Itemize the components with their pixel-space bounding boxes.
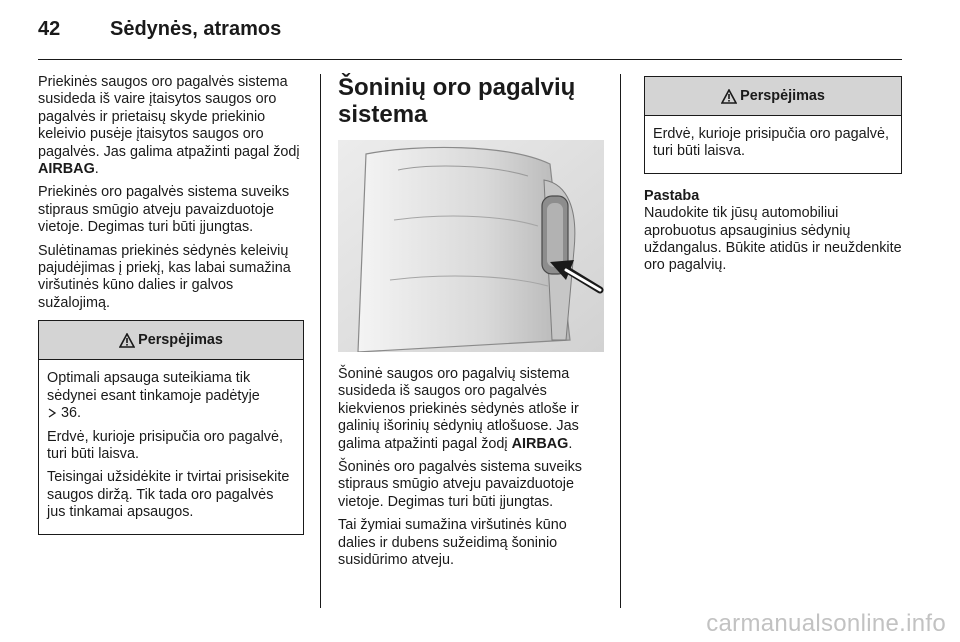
column-3: [644, 74, 902, 281]
warning-triangle-icon: [721, 89, 737, 104]
paragraph: Optimali apsauga suteikiama tik sėdynei esant tinkamoje padėtyje 36.: [47, 370, 260, 422]
paragraph: Erdvė, kurioje prisipučia oro pagalvė, turi būti laisva.: [653, 126, 889, 160]
page-number: 42: [38, 18, 61, 40]
note-title: Pastaba: [644, 187, 700, 204]
warning-body: [645, 116, 901, 173]
header-rule: [38, 59, 902, 60]
warning-title: Perspėjimas: [740, 88, 825, 104]
paragraph: Teisingai užsidėkite ir tvirtai prisisekite saugos diržą. Tik tada oro pagalvės jus tinkamai apsaugos.: [47, 469, 290, 521]
warning-body: [39, 360, 303, 533]
paragraph: Šoninė saugos oro pagalvių sistema susideda iš saugos oro pagalvės kiekvienos priekinės sėdynės atloše ir galinių išorinių sėdynių atlošuose. Jas galima atpažinti pagal žodį AIRBAG.: [338, 366, 579, 452]
paragraph: Šoninės oro pagalvės sistema suveiks stipraus smūgio atveju pavaizduotoje vietoje. Degimas turi būti įjungtas.: [338, 459, 582, 510]
seat-side-airbag-illustration: [338, 140, 604, 352]
column-divider: [620, 74, 621, 608]
page-reference-arrow-icon: [47, 408, 57, 418]
warning-triangle-icon: [119, 333, 135, 348]
warning-header: [39, 321, 303, 360]
section-heading: Šoninių oro pagalvių sistema: [338, 74, 576, 128]
seat-illustration-svg: [338, 140, 604, 352]
column-2: [338, 74, 604, 575]
paragraph: Tai žymiai sumažina viršutinės kūno dalies ir dubens sužeidimą šoninio susidūrimo atveju.: [338, 517, 567, 569]
note: [644, 188, 902, 275]
watermark: carmanualsonline.info: [706, 610, 946, 637]
column-1: [38, 74, 304, 535]
page-header: [38, 18, 281, 48]
page-title: Sėdynės, atramos: [110, 18, 282, 40]
paragraph: Priekinės saugos oro pagalvės sistema susideda iš vaire įtaisytos saugos oro pagalvės ir prietaisų skyde priekinio keleivio pusėje įtaisytos saugos oro pagalvės. Jas galima atpažinti pagal žodį AIRBAG.: [38, 74, 300, 178]
warning-header: [645, 77, 901, 116]
paragraph: Priekinės oro pagalvės sistema suveiks stipraus smūgio atveju pavaizduotoje vietoje. Degimas turi būti įjungtas.: [38, 184, 290, 236]
page-reference: 36.: [57, 405, 82, 422]
warning-title: Perspėjimas: [138, 332, 223, 349]
paragraph: Erdvė, kurioje prisipučia oro pagalvė, turi būti laisva.: [47, 428, 283, 462]
column-divider: [320, 74, 321, 608]
warning-box: [644, 76, 902, 174]
note-text: Naudokite tik jūsų automobiliui aprobuotus apsauginius sėdynių uždangalus. Būkite atidūs ir neuždenkite oro pagalvių.: [644, 205, 902, 274]
airbag-keyword: AIRBAG: [511, 435, 569, 452]
airbag-keyword: AIRBAG: [38, 161, 95, 178]
warning-box: [38, 320, 304, 534]
paragraph: Sulėtinamas priekinės sėdynės keleivių pajudėjimas į priekį, kas labai sumažina viršutinės kūno dalies ir galvos sužalojimą.: [38, 242, 291, 311]
